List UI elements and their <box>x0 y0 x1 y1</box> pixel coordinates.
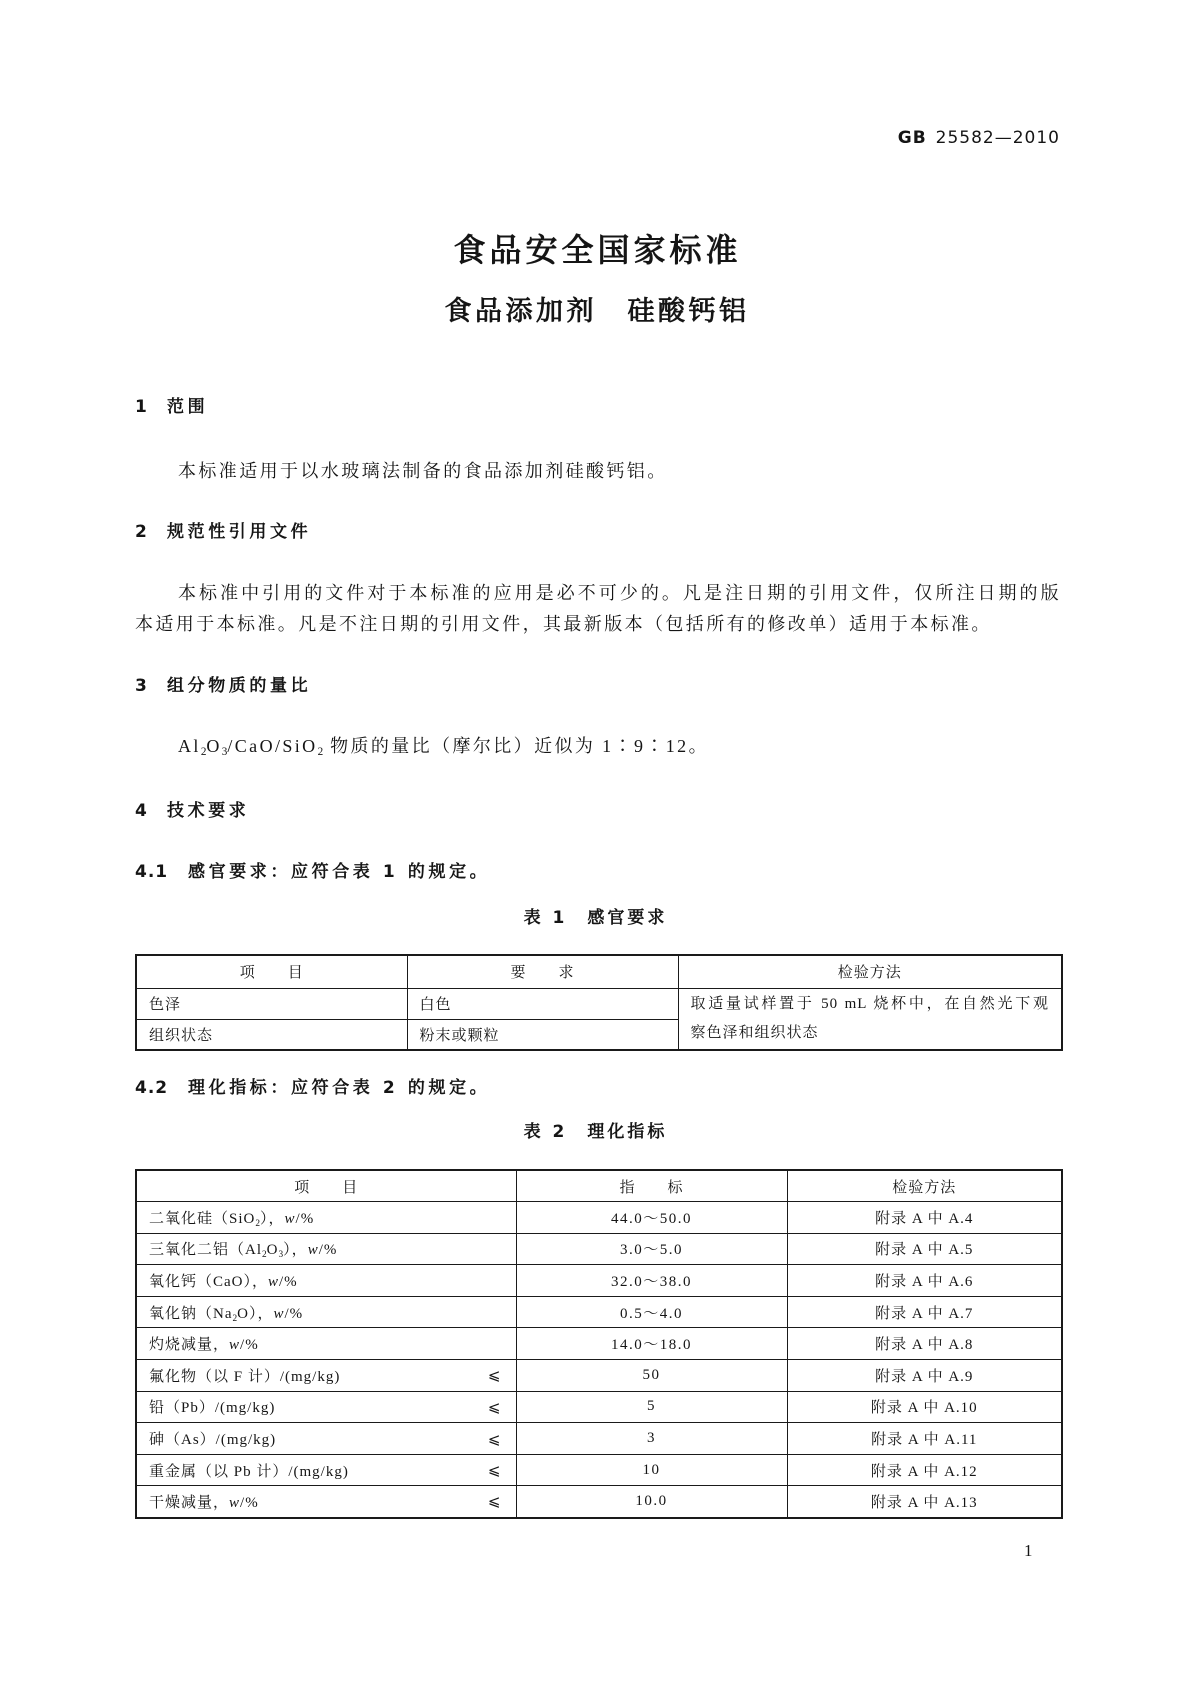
section-1-paragraph <box>135 456 1061 487</box>
method-line: 取适量试样置于 50 mL 烧杯中，在自然光下观 <box>690 995 1049 1012</box>
method-cell: 附录 A 中 A.4 <box>787 1202 1062 1234</box>
method-cell: 附录 A 中 A.13 <box>787 1486 1062 1518</box>
item-variable: w <box>268 1274 280 1291</box>
table-row <box>136 1328 1062 1360</box>
item-unit: /% <box>240 1494 259 1511</box>
item-unit: /% <box>284 1305 304 1322</box>
section-4-heading <box>135 799 249 823</box>
item-text: O）， <box>237 1305 274 1322</box>
section-number: 3 <box>135 676 148 696</box>
requirement-cell: 白色 <box>407 988 678 1019</box>
table-1-caption: 表 1 感官要求 <box>523 908 668 928</box>
section-1-heading <box>135 395 208 419</box>
formula-subscript: 2 <box>200 746 207 758</box>
item-unit: /% <box>318 1242 338 1259</box>
method-cell: 附录 A 中 A.8 <box>787 1328 1062 1360</box>
section-number: 4 <box>135 801 148 821</box>
value-cell: 10 <box>516 1454 787 1486</box>
item-cell: 色泽 <box>136 988 407 1019</box>
section-title: 规范性引用文件 <box>167 522 312 542</box>
table-2-physicochemical-indicators <box>135 1169 1063 1519</box>
header-requirement: 要 求 <box>407 955 678 988</box>
page-number: 1 <box>1024 1541 1033 1560</box>
item-text: 氧化钠（Na <box>149 1305 233 1322</box>
item-text: ）， <box>283 1242 308 1259</box>
molar-ratio-line <box>135 731 1061 762</box>
formula-subscript: 3 <box>221 746 228 758</box>
item-cell <box>136 1265 516 1297</box>
item-cell <box>136 1296 516 1328</box>
less-equal-sign: ⩽ <box>487 1397 502 1416</box>
item-text: 重金属（以 Pb 计）/(mg/kg) <box>149 1463 349 1480</box>
item-cell <box>136 1486 516 1518</box>
method-cell: 附录 A 中 A.12 <box>787 1454 1062 1486</box>
table-row <box>136 1233 1062 1265</box>
item-text: 二氧化硅（SiO <box>149 1210 256 1227</box>
item-text: 干燥减量， <box>149 1494 230 1511</box>
item-variable: w <box>273 1305 285 1322</box>
item-text: 三氧化二铝（Al <box>149 1242 263 1259</box>
item-variable: w <box>284 1210 296 1227</box>
item-cell <box>136 1454 516 1486</box>
section-number: 1 <box>135 397 148 417</box>
item-variable: w <box>229 1337 241 1354</box>
section-number: 2 <box>135 522 148 542</box>
section-4-2-heading <box>135 1076 490 1100</box>
section-4-1-heading <box>135 860 490 884</box>
item-text: 灼烧减量， <box>149 1337 230 1354</box>
section-title: 感官要求：应符合表 1 的规定。 <box>188 862 491 882</box>
less-equal-sign: ⩽ <box>487 1492 502 1511</box>
header-test-method: 检验方法 <box>787 1170 1062 1202</box>
method-cell: 附录 A 中 A.10 <box>787 1391 1062 1423</box>
less-equal-sign: ⩽ <box>487 1429 502 1448</box>
table-header-row <box>136 955 1062 988</box>
method-cell: 附录 A 中 A.9 <box>787 1360 1062 1392</box>
value-cell: 14.0～18.0 <box>516 1328 787 1360</box>
requirement-cell: 粉末或颗粒 <box>407 1019 678 1050</box>
section-number: 4.1 <box>135 862 169 882</box>
table-row <box>136 1265 1062 1297</box>
standard-code-prefix: GB <box>897 128 927 148</box>
section-3-paragraph <box>135 731 1061 762</box>
value-cell: 3.0～5.0 <box>516 1233 787 1265</box>
item-text: 砷（As）/(mg/kg) <box>149 1432 277 1449</box>
paragraph-line: 本适用于本标准。凡是不注日期的引用文件，其最新版本（包括所有的修改单）适用于本标准。 <box>135 614 992 634</box>
table-row <box>136 1360 1062 1392</box>
section-title: 组分物质的量比 <box>167 676 312 696</box>
table-2-caption: 表 2 理化指标 <box>523 1122 668 1142</box>
table-row <box>136 1423 1062 1455</box>
item-text: O <box>266 1242 279 1259</box>
item-unit: /% <box>279 1274 298 1291</box>
item-text: 氟化物（以 F 计）/(mg/kg) <box>149 1368 341 1385</box>
item-cell <box>136 1233 516 1265</box>
section-2-paragraph <box>135 578 1061 640</box>
value-cell: 0.5～4.0 <box>516 1296 787 1328</box>
method-cell: 附录 A 中 A.6 <box>787 1265 1062 1297</box>
item-subscript: 2 <box>232 1313 238 1324</box>
item-cell: 组织状态 <box>136 1019 407 1050</box>
table-row <box>136 1454 1062 1486</box>
section-2-heading <box>135 520 311 544</box>
formula-part: /CaO/SiO <box>227 736 318 756</box>
less-equal-sign: ⩽ <box>487 1461 502 1480</box>
section-3-heading <box>135 674 311 698</box>
table-header-row <box>136 1170 1062 1202</box>
value-cell: 10.0 <box>516 1486 787 1518</box>
method-cell: 附录 A 中 A.11 <box>787 1423 1062 1455</box>
item-cell <box>136 1391 516 1423</box>
standard-code-number: 25582—2010 <box>935 128 1060 148</box>
item-text: 氧化钙（CaO）， <box>149 1274 268 1291</box>
table-row <box>136 1296 1062 1328</box>
item-cell <box>136 1360 516 1392</box>
document-title: 食品安全国家标准 <box>453 231 742 269</box>
item-text: 铅（Pb）/(mg/kg) <box>149 1400 276 1417</box>
item-unit: /% <box>240 1337 259 1354</box>
item-cell <box>136 1328 516 1360</box>
section-title: 范围 <box>167 397 209 417</box>
header-item: 项 目 <box>136 1170 516 1202</box>
less-equal-sign: ⩽ <box>487 1366 502 1385</box>
document-subtitle: 食品添加剂 硅酸钙铝 <box>444 296 750 327</box>
paragraph-line: 本标准中引用的文件对于本标准的应用是必不可少的。凡是注日期的引用文件，仅所注日期的版 <box>178 583 1061 603</box>
paragraph-line: 本标准适用于以水玻璃法制备的食品添加剂硅酸钙铝。 <box>178 461 668 481</box>
method-cell: 附录 A 中 A.7 <box>787 1296 1062 1328</box>
method-line: 察色泽和组织状态 <box>690 1024 819 1041</box>
formula-part: Al <box>178 736 201 756</box>
item-subscript: 2 <box>262 1250 267 1261</box>
table-1-sensory-requirements <box>135 954 1063 1051</box>
formula-part: O <box>206 736 222 756</box>
item-subscript: 2 <box>255 1218 260 1229</box>
value-cell: 3 <box>516 1423 787 1455</box>
table-row <box>136 1202 1062 1234</box>
value-cell: 32.0～38.0 <box>516 1265 787 1297</box>
table-row <box>136 988 1062 1019</box>
method-cell <box>678 988 1062 1050</box>
method-cell: 附录 A 中 A.5 <box>787 1233 1062 1265</box>
header-indicator: 指 标 <box>516 1170 787 1202</box>
table-row <box>136 1486 1062 1518</box>
section-title: 技术要求 <box>167 801 250 821</box>
item-cell <box>136 1423 516 1455</box>
item-variable: w <box>229 1494 241 1511</box>
item-subscript: 3 <box>278 1250 284 1261</box>
formula-subscript: 2 <box>317 746 324 758</box>
standard-code <box>898 126 1060 150</box>
item-variable: w <box>307 1242 319 1259</box>
section-number: 4.2 <box>135 1078 169 1098</box>
value-cell: 44.0～50.0 <box>516 1202 787 1234</box>
value-cell: 5 <box>516 1391 787 1423</box>
section-title: 理化指标：应符合表 2 的规定。 <box>188 1078 491 1098</box>
header-item: 项 目 <box>136 955 407 988</box>
item-cell <box>136 1202 516 1234</box>
ratio-text: 物质的量比（摩尔比）近似为 1∶9∶12。 <box>323 736 709 756</box>
header-test-method: 检验方法 <box>678 955 1062 988</box>
item-unit: /% <box>295 1210 315 1227</box>
table-row <box>136 1391 1062 1423</box>
item-text: ）， <box>260 1210 285 1227</box>
value-cell: 50 <box>516 1360 787 1392</box>
